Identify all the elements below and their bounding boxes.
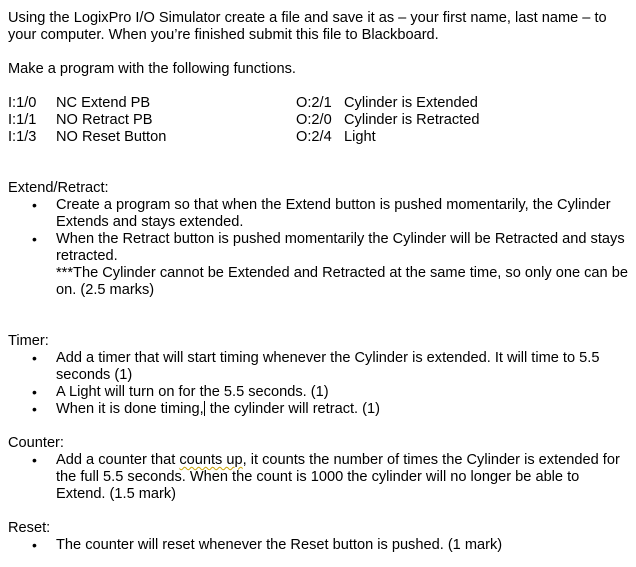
intro-line-1: Using the LogixPro I/O Simulator create a file and save it as – your first name, last name – to — [8, 10, 607, 26]
io-row — [8, 129, 479, 146]
list-item-text: A Light will turn on for the 5.5 seconds. (1) — [56, 384, 329, 400]
extend-retract-heading: Extend/Retract: — [8, 180, 109, 196]
output-name: Cylinder is Retracted — [344, 112, 480, 128]
input-name: NC Extend PB — [56, 95, 151, 111]
list-item — [8, 537, 632, 554]
list-item-text: The counter will reset whenever the Reset button is pushed. (1 mark) — [56, 537, 503, 553]
text-cursor — [204, 401, 205, 416]
output-address: O:2/4 — [296, 129, 332, 145]
timer-heading: Timer: — [8, 333, 49, 349]
list-item-text: Add a timer that will start timing whenever the Cylinder is extended. It will time to 5.5 seconds (1) — [56, 350, 600, 383]
io-row — [8, 95, 479, 112]
list-item-text-a: When it is done timing, — [56, 401, 204, 417]
input-name: NO Retract PB — [56, 112, 153, 128]
output-address: O:2/0 — [296, 112, 332, 128]
input-address: I:1/3 — [8, 129, 37, 145]
io-row — [8, 112, 479, 129]
input-address: I:1/0 — [8, 95, 37, 111]
output-name: Light — [344, 129, 376, 145]
input-name: NO Reset Button — [56, 129, 167, 145]
extend-retract-list — [8, 197, 632, 299]
list-item — [8, 384, 632, 401]
list-item — [8, 452, 632, 503]
list-item — [8, 231, 632, 299]
reset-list — [8, 537, 632, 554]
assignment-document — [8, 10, 632, 554]
counter-heading: Counter: — [8, 435, 64, 451]
list-item — [8, 401, 632, 418]
list-item-text-b: the cylinder will retract. (1) — [205, 401, 381, 417]
output-name: Cylinder is Extended — [344, 95, 478, 111]
counter-list — [8, 452, 632, 503]
reset-heading: Reset: — [8, 520, 51, 536]
list-item — [8, 350, 632, 384]
input-address: I:1/1 — [8, 112, 37, 128]
timer-list — [8, 350, 632, 418]
list-item-text: When the Retract button is pushed momentarily the Cylinder will be Retracted and stays retracted. — [56, 231, 625, 264]
io-assignment-table — [8, 95, 479, 146]
list-item-text-a: Add a counter that — [56, 452, 180, 468]
grammar-flagged-text: counts up — [179, 452, 243, 468]
make-program-text: Make a program with the following functions. — [8, 61, 296, 77]
list-item-note: ***The Cylinder cannot be Extended and Retracted at the same time, so only one can be on. (2.5 marks) — [56, 265, 628, 298]
list-item-text-c: , it counts the number of times the Cylinder is extended for the full 5.5 seconds. When the count is 1000 the cylinder will no longer be able to Extend. (1.5 mark) — [56, 452, 620, 502]
output-address: O:2/1 — [296, 95, 332, 111]
list-item — [8, 197, 632, 231]
intro-line-2: your computer. When you’re finished submit this file to Blackboard. — [8, 27, 439, 43]
list-item-text: Create a program so that when the Extend button is pushed momentarily, the Cylinder Extends and stays extended. — [56, 197, 611, 230]
